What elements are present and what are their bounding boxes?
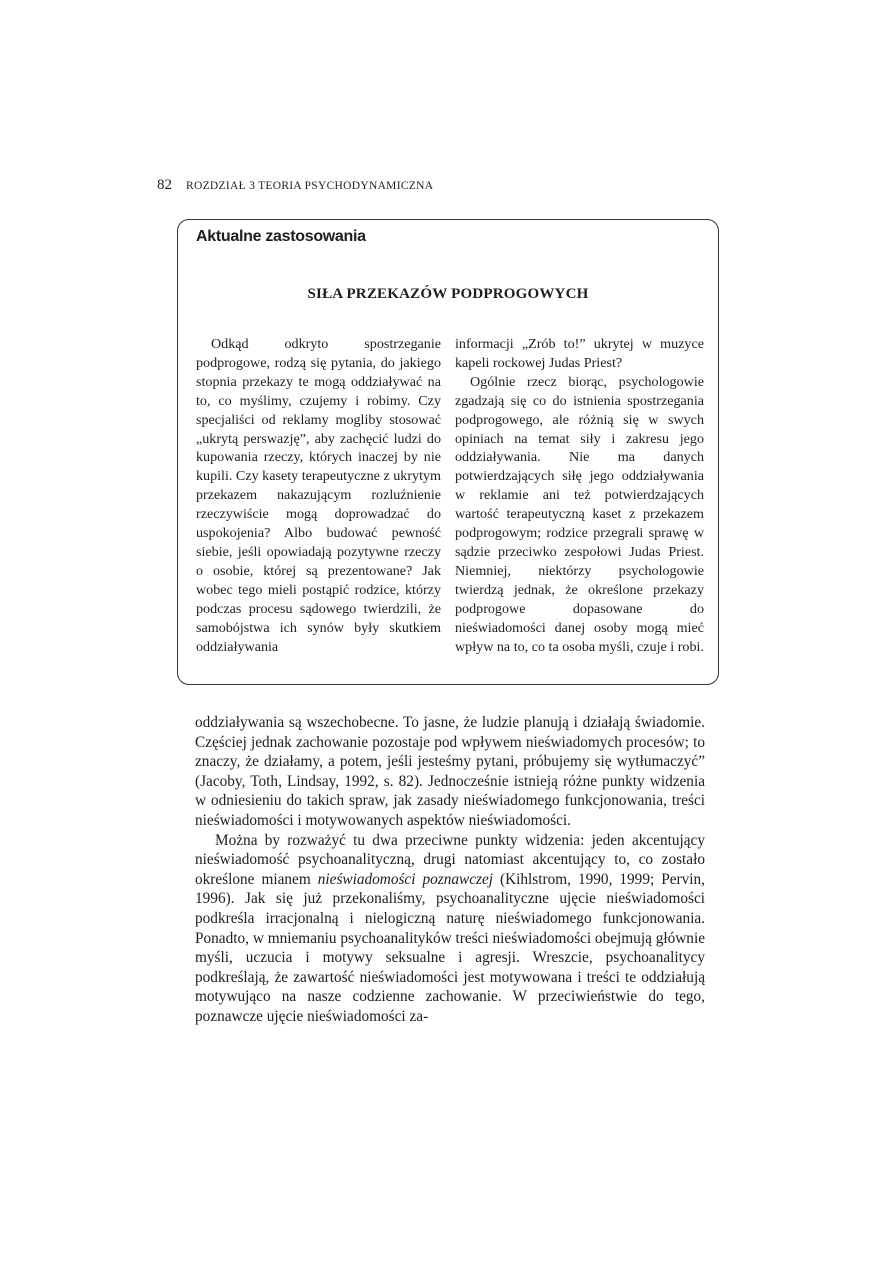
box-right-paragraph-1: informacji „Zrób to!” ukrytej w muzyce kapeli rockowej Judas Priest? xyxy=(455,336,704,371)
sidebar-box xyxy=(177,219,719,685)
running-head xyxy=(157,177,433,194)
box-left-column xyxy=(196,335,441,656)
body-paragraph-2-start: Można by rozważyć tu dwa przeciwne punkty widzenia: jeden akcentujący nieświadomość psychoanalityczną, drugi natomiast akcentujący to, co zostało określone mianem xyxy=(195,831,705,888)
running-title: ROZDZIAŁ 3 TEORIA PSYCHODYNAMICZNA xyxy=(186,180,434,192)
box-title: SIŁA PRZEKAZÓW PODPROGOWYCH xyxy=(307,286,589,302)
box-label: Aktualne zastosowania xyxy=(196,228,366,245)
body-paragraph-2-rest: (Kihlstrom, 1990, 1999; Pervin, 1996). Jak się już przekonaliśmy, psychoanalityczne ujęcie nieświadomości podkreśla irracjonalną i nielogiczną naturę nieświadomego funkcjonowania. Ponadto, w mniemaniu psychoanalityków treści nieświadomości obejmują głównie myśli, uczucia i motywy seksualne i agresji. Wreszcie, psychoanalitycy podkreślają, że zawartość nieświadomości jest motywowana i treści te oddziałują motywująco na nasze codzienne zachowanie. W przeciwieństwie do tego, poznawcze ujęcie nieświadomości za- xyxy=(195,870,705,1025)
body-paragraph-1: oddziaływania są wszechobecne. To jasne, że ludzie planują i działają świadomie. Częściej jednak zachowanie pozostaje pod wpływem nieświadomych procesów; to znaczy, że działamy, a potem, jeśli jesteśmy pytani, próbujemy się wytłumaczyć” (Jacoby, Toth, Lindsay, 1992, s. 82). Jednocześnie istnieją różne punkty widzenia w odniesieniu do takich spraw, jak zasady nieświadomego funkcjonowania, treści nieświadomości i motywowanych aspektów nieświadomości. xyxy=(195,714,705,829)
box-right-paragraph-2: Ogólnie rzecz biorąc, psychologowie zgadzają się co do istnienia spostrzegania podprogowego, ale różnią się w swych opiniach na temat siły i zakresu jego oddziaływania. Nie ma danych potwierdzających siłę jego oddziaływania w reklamie ani też potwierdzających wartość terapeutyczną kaset z przekazem podprogowym; rodzice przegrali sprawę w sądzie przeciwko zespołowi Judas Priest. Niemniej, niektórzy psychologowie twierdzą jednak, że określone przekazy podprogowe dopasowane do nieświadomości danej osoby mogą mieć wpływ na to, co ta osoba myśli, czuje i robi. xyxy=(455,373,704,655)
italic-term: nieświadomości poznawczej xyxy=(317,870,494,888)
box-right-column xyxy=(455,335,704,656)
page-number: 82 xyxy=(157,177,172,193)
main-text xyxy=(195,713,705,1027)
box-left-paragraph: Odkąd odkryto spostrzeganie podprogowe, rodzą się pytania, do jakiego stopnia przekazy te mogą oddziaływać na to, co myślimy, czujemy i robimy. Czy specjaliści od reklamy mogliby stosować „ukrytą perswazję”, aby zachęcić ludzi do kupowania rzeczy, których inaczej by nie kupili. Czy kasety terapeutyczne z ukrytym przekazem nakazującym rozluźnienie rzeczywiście mogą doprowadzać do uspokojenia? Albo budować pewność siebie, jeśli opowiadają pozytywne rzeczy o osobie, której są prezentowane? Jak wobec tego mieli postąpić rodzice, którzy podczas procesu sądowego twierdzili, że samobójstwa ich synów były skutkiem oddziaływania xyxy=(196,336,441,655)
body-paragraph-2 xyxy=(195,831,705,1027)
